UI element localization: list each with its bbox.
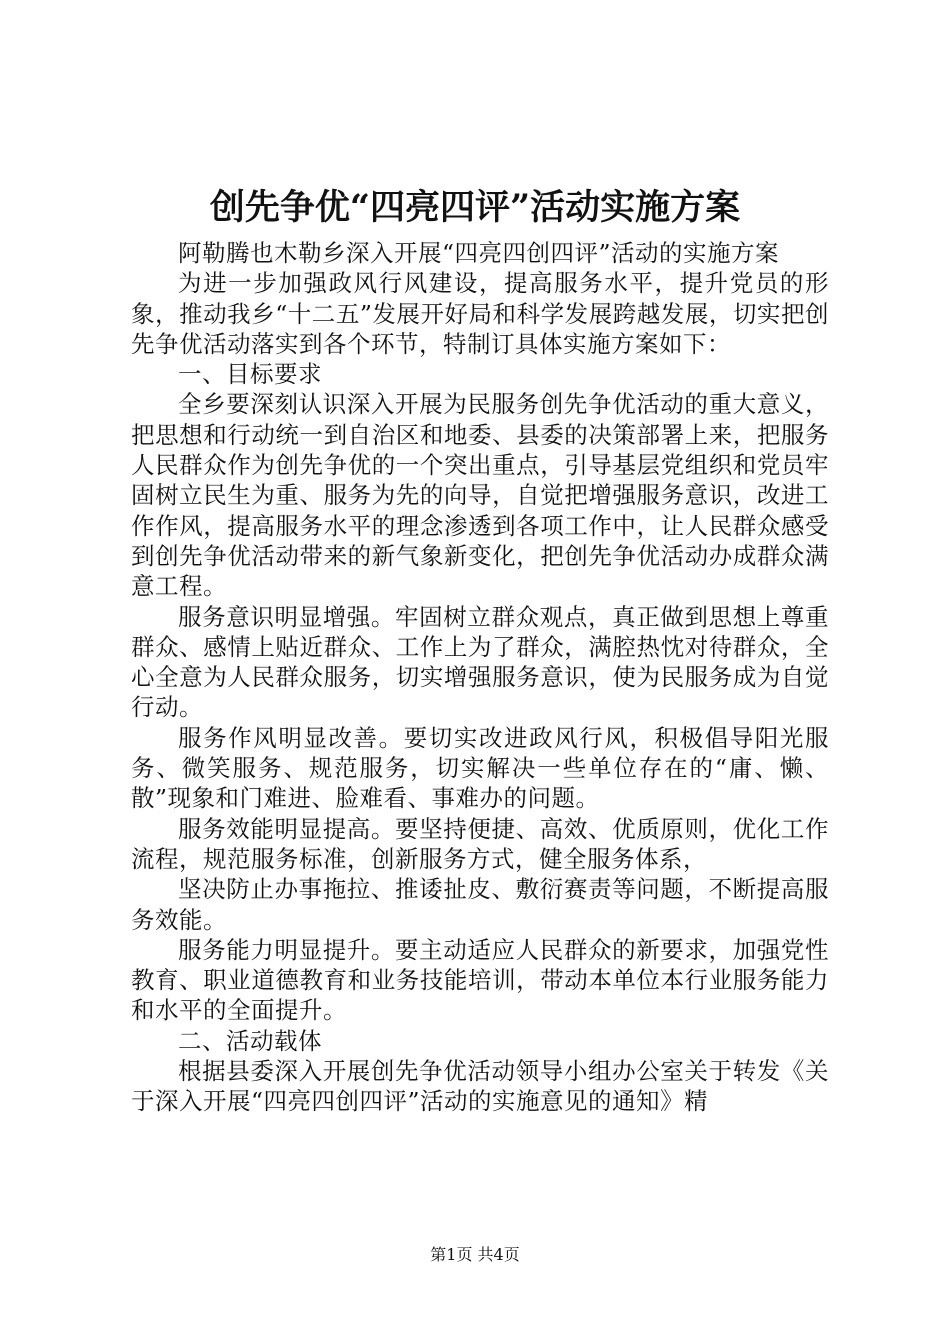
- paragraph-service-efficiency: 服务效能明显提高。要坚持便捷、高效、优质原则，优化工作流程，规范服务标准，创新服务方式，健全服务体系，: [131, 814, 829, 873]
- paragraph-intro: 为进一步加强政风行风建设，提高服务水平，提升党员的形象，推动我乡“十二五”发展开好局和科学发展跨越发展，切实把创先争优活动落实到各个环节，特制订具体实施方案如下：: [131, 269, 829, 358]
- document-title: 创先争优“四亮四评”活动实施方案: [209, 187, 741, 228]
- paragraph-service-capability: 服务能力明显提升。要主动适应人民群众的新要求，加强党性教育、职业道德教育和业务技能培训，带动本单位本行业服务能力和水平的全面提升。: [131, 935, 829, 1025]
- paragraph-carriers: 根据县委深入开展创先争优活动领导小组办公室关于转发《关于深入开展“四亮四创四评”活动的实施意见的通知》精: [131, 1057, 829, 1116]
- paragraph-service-style: 服务作风明显改善。要切实改进政风行风，积极倡导阳光服务、微笑服务、规范服务，切实解决一些单位存在的“庸、懒、散”现象和门难进、脸难看、事难办的问题。: [131, 723, 829, 813]
- page-footer: 第1页 共4页: [430, 1245, 520, 1264]
- paragraph-service-awareness: 服务意识明显增强。牢固树立群众观点，真正做到思想上尊重群众、感情上贴近群众、工作上为了群众，满腔热忱对待群众，全心全意为人民群众服务，切实增强服务意识，使为民服务成为自觉行动。: [131, 602, 829, 722]
- section-heading-goals: 一、目标要求: [178, 360, 322, 389]
- paragraph-service-efficiency-cont: 坚决防止办事拖拉、推诿扯皮、敷衍赛责等问题，不断提高服务效能。: [131, 875, 829, 934]
- paragraph-subtitle: 阿勒腾也木勒乡深入开展“四亮四创四评”活动的实施方案: [178, 239, 780, 267]
- paragraph-goals: 全乡要深刻认识深入开展为民服务创先争优活动的重大意义，把思想和行动统一到自治区和地委、县委的决策部署上来，把服务人民群众作为创先争优的一个突出重点，引导基层党组织和党员牢固树立民生为重、服务为先的向导，自觉把增强服务意识，改进工作作风，提高服务水平的理念渗透到各项工作中，让人民群众感受到创先争优活动带来的新气象新变化，把创先争优活动办成群众满意工程。: [131, 390, 829, 601]
- section-heading-carriers: 二、活动载体: [178, 1026, 322, 1055]
- document-body: [131, 238, 829, 1117]
